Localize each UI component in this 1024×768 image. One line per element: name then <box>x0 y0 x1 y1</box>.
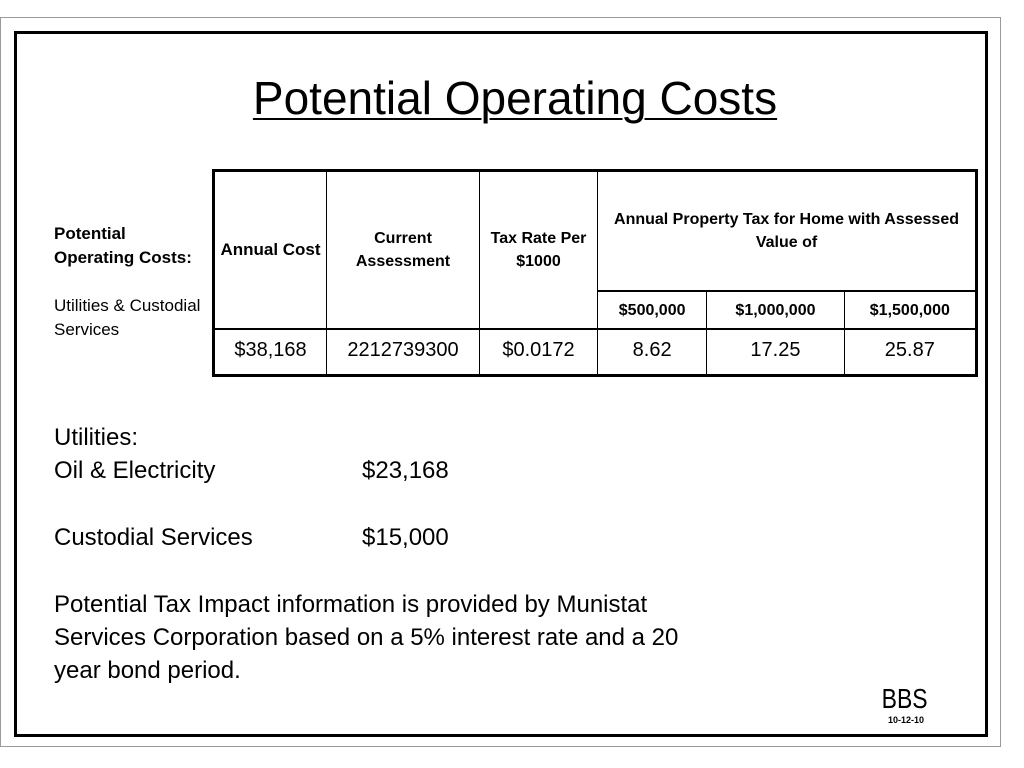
cell-annual-cost: $38,168 <box>214 329 327 375</box>
logo-text: BBS <box>881 683 928 715</box>
custodial-label: Custodial Services <box>54 524 253 551</box>
header-property-tax-group: Annual Property Tax for Home with Assessed Value of <box>598 171 977 292</box>
header-value-1m: $1,000,000 <box>707 291 844 329</box>
custodial-row <box>54 521 694 554</box>
notes-section <box>54 421 694 687</box>
table-row <box>214 329 977 375</box>
cell-tax-1-5m: 25.87 <box>844 329 976 375</box>
cell-tax-rate: $0.0172 <box>480 329 598 375</box>
oil-electricity-row <box>54 454 694 487</box>
utilities-heading: Utilities: <box>54 424 139 451</box>
header-value-500k: $500,000 <box>598 291 707 329</box>
side-label <box>54 222 204 342</box>
header-value-1-5m: $1,500,000 <box>844 291 976 329</box>
header-annual-cost: Annual Cost <box>214 171 327 330</box>
bbs-logo-mark <box>880 679 930 727</box>
custodial-value: $15,000 <box>362 524 449 551</box>
tax-impact-disclaimer: Potential Tax Impact information is provided by Munistat Services Corporation based on a 5% interest rate and a 20 year bond period. <box>54 591 679 684</box>
slide-title: Potential Operating Costs <box>252 72 778 124</box>
header-tax-rate: Tax Rate Per $1000 <box>480 171 598 330</box>
side-label-heading: Potential Operating Costs: <box>54 224 192 267</box>
operating-costs-table <box>212 169 978 377</box>
oil-electricity-label: Oil & Electricity <box>54 457 216 484</box>
cell-tax-1m: 17.25 <box>707 329 844 375</box>
cell-tax-500k: 8.62 <box>598 329 707 375</box>
header-current-assessment: Current Assessment <box>327 171 480 330</box>
cell-current-assessment: 2212739300 <box>327 329 480 375</box>
side-label-subtitle: Utilities & Custodial Services <box>54 296 201 339</box>
oil-electricity-value: $23,168 <box>362 457 449 484</box>
logo-date: 10-12-10 <box>887 715 925 725</box>
bbs-logo <box>880 679 930 727</box>
